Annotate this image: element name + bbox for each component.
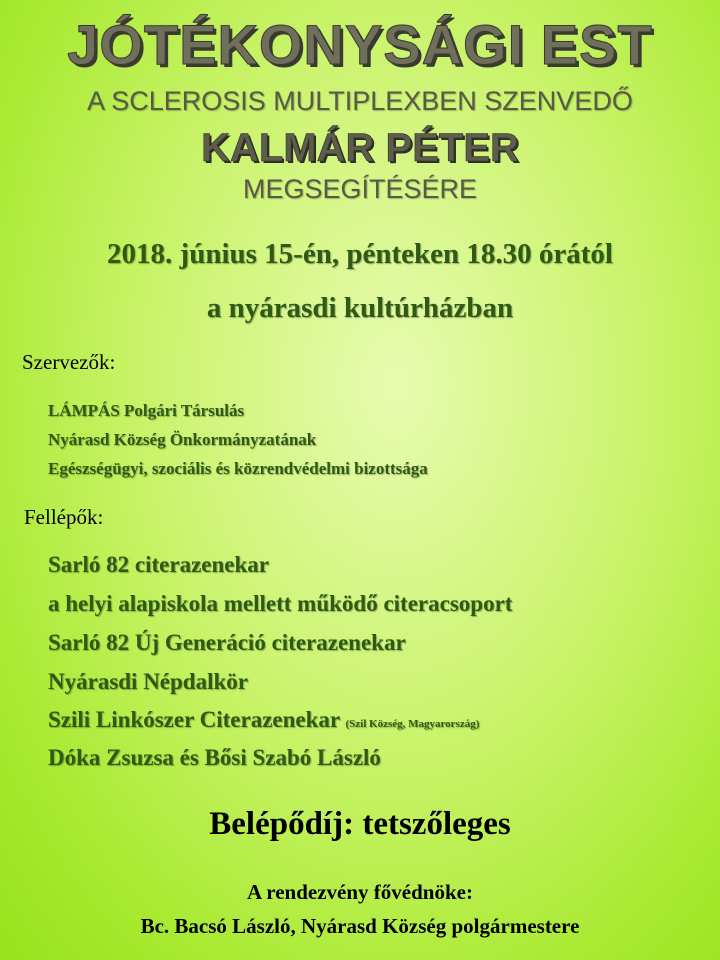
patron-name: Bc. Bacsó László, Nyárasd Község polgármestere (140, 914, 580, 938)
purpose-line: MEGSEGÍTÉSÉRE (242, 174, 478, 204)
beneficiary-name: KALMÁR PÉTER (201, 126, 519, 170)
performer-item: Sarló 82 Új Generáció citerazenekar (48, 630, 406, 655)
event-title: JÓTÉKONYSÁGI EST (67, 13, 653, 76)
performer-item: a helyi alapiskola mellett működő citeracsoport (48, 591, 513, 616)
event-place: a nyárasdi kultúrházban (206, 292, 514, 324)
patron-heading: A rendezvény fővédnöke: (247, 880, 473, 904)
organizer-item: LÁMPÁS Polgári Társulás (48, 401, 245, 420)
performer-item (48, 707, 479, 733)
entry-fee: Belépődíj: tetszőleges (209, 806, 511, 842)
performer-name: Szili Linkószer Citerazenekar (48, 707, 340, 732)
performers-heading: Fellépők: (24, 505, 104, 529)
performer-item: Nyárasdi Népdalkör (48, 669, 248, 694)
performer-item: Dóka Zsuzsa és Bősi Szabó László (48, 745, 381, 770)
organizers-heading: Szervezők: (22, 350, 116, 374)
organizer-item: Nyárasd Község Önkormányzatának (48, 430, 317, 449)
subtitle-line: A SCLEROSIS MULTIPLEXBEN SZENVEDŐ (87, 86, 633, 116)
performer-item: Sarló 82 citerazenekar (48, 552, 269, 577)
event-date: 2018. június 15-én, pénteken 18.30 órától (107, 238, 613, 270)
performer-note: (Szil Község, Magyarország) (345, 718, 480, 730)
organizer-item: Egészségügyi, szociális és közrendvédelmi bizottsága (48, 459, 428, 478)
